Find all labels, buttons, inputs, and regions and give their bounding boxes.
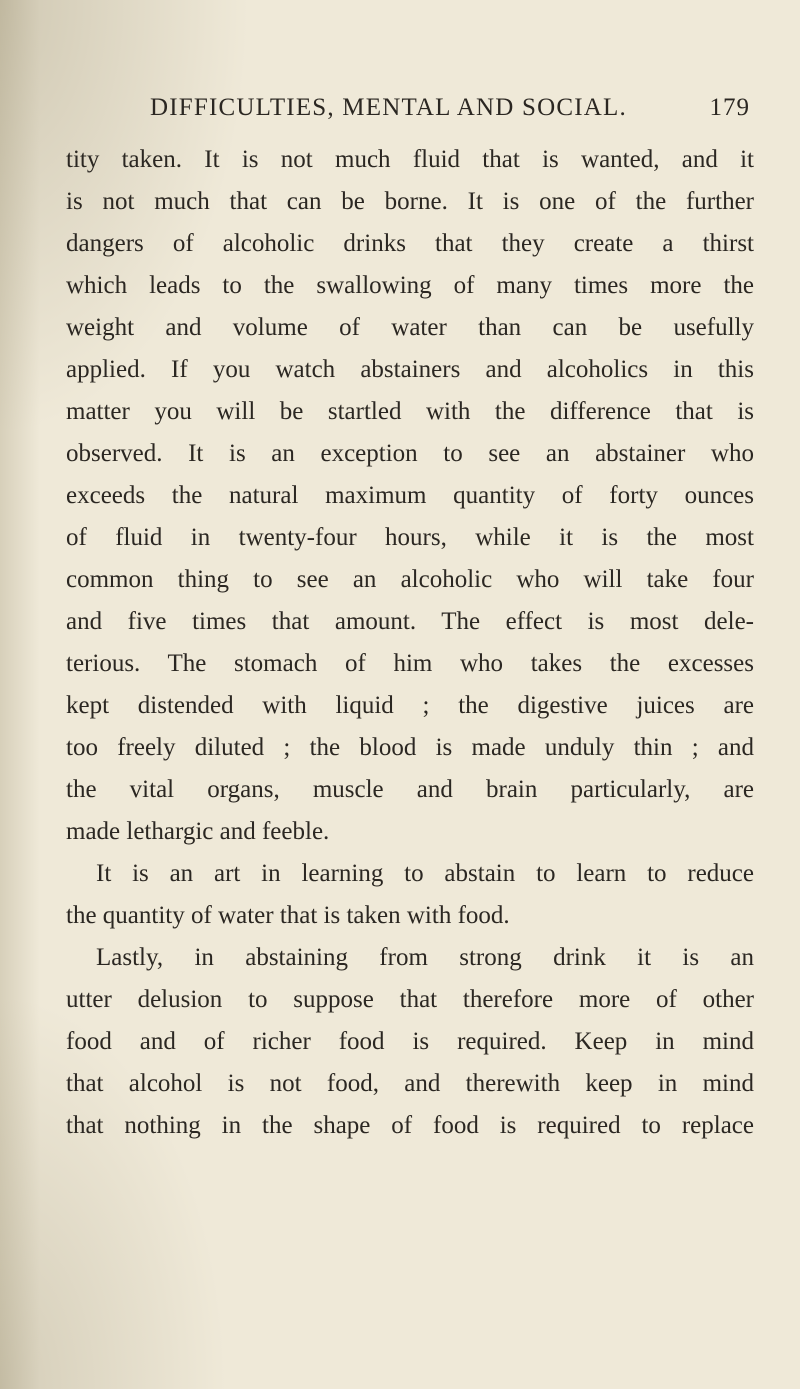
text-line: utter delusion to suppose that therefore more of other <box>66 986 754 1013</box>
text-line: kept distended with liquid ; the digestive juices are <box>66 692 754 719</box>
text-line: that nothing in the shape of food is required to replace <box>66 1112 754 1139</box>
text-line: that alcohol is not food, and therewith keep in mind <box>66 1070 754 1097</box>
text-line: terious. The stomach of him who takes the excesses <box>66 650 754 677</box>
body-text <box>66 139 754 1147</box>
text-line: Lastly, in abstaining from strong drink it is an <box>96 944 754 971</box>
page-number: 179 <box>709 94 750 121</box>
text-line: the vital organs, muscle and brain particularly, are <box>66 776 754 803</box>
text-line: matter you will be startled with the difference that is <box>66 398 754 425</box>
text-line: observed. It is an exception to see an abstainer who <box>66 440 754 467</box>
text-line: is not much that can be borne. It is one of the further <box>66 188 754 215</box>
text-line: weight and volume of water than can be usefully <box>66 314 754 341</box>
text-line: and five times that amount. The effect is most dele- <box>66 608 754 635</box>
text-line: the quantity of water that is taken with food. <box>66 902 510 929</box>
text-line: exceeds the natural maximum quantity of forty ounces <box>66 482 754 509</box>
text-line: food and of richer food is required. Keep in mind <box>66 1028 754 1055</box>
text-line: too freely diluted ; the blood is made unduly thin ; and <box>66 734 754 761</box>
text-line: which leads to the swallowing of many times more the <box>66 272 754 299</box>
text-line: dangers of alcoholic drinks that they create a thirst <box>66 230 754 257</box>
text-line: tity taken. It is not much fluid that is wanted, and it <box>66 146 754 173</box>
text-line: It is an art in learning to abstain to learn to reduce <box>96 860 754 887</box>
text-line: common thing to see an alcoholic who will take four <box>66 566 754 593</box>
text-line: made lethargic and feeble. <box>66 818 330 845</box>
running-head: DIFFICULTIES, MENTAL AND SOCIAL. <box>150 94 627 121</box>
text-line: applied. If you watch abstainers and alcoholics in this <box>66 356 754 383</box>
text-line: of fluid in twenty-four hours, while it is the most <box>66 524 754 551</box>
page-header <box>150 94 750 134</box>
